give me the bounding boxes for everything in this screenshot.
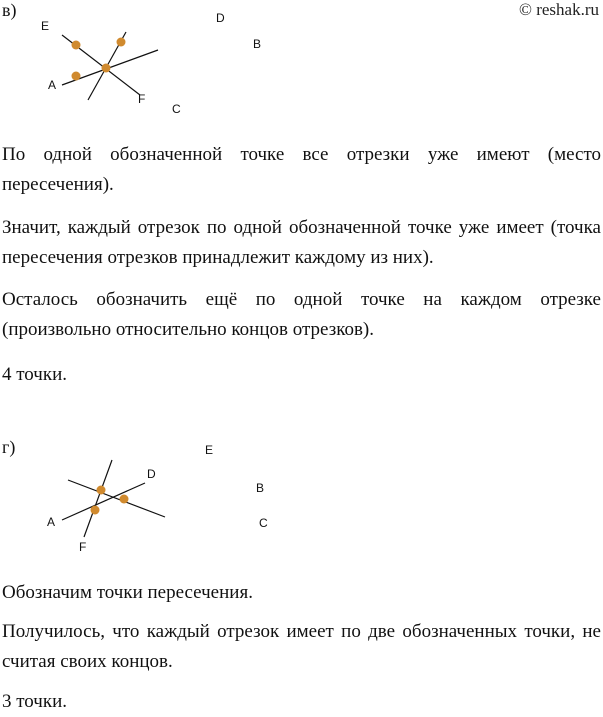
part-v-paragraph-3: Осталось обозначить ещё по одной точке на каждом отрезке (произвольно относительно концов отрезков). <box>2 289 601 340</box>
intersection-dot <box>97 486 106 495</box>
part-g-answer: 3 точки. <box>2 691 68 712</box>
point-label-c: C <box>172 102 181 116</box>
part-v-paragraph-1: По одной обозначенной точке все отрезки уже имеют (место пересечения). <box>2 144 601 195</box>
point-label-f: F <box>79 540 87 554</box>
point-label-a: A <box>47 515 56 529</box>
point-label-e: E <box>41 19 50 33</box>
watermark: © reshak.ru <box>519 0 599 19</box>
point-label-b: B <box>256 481 265 495</box>
part-v-label: в) <box>2 0 17 20</box>
figure-v-dots <box>72 38 126 81</box>
part-v-answer: 4 точки. <box>2 364 68 385</box>
part-g-label: г) <box>2 437 16 457</box>
intersection-dot <box>120 495 129 504</box>
figure-g-dots <box>91 486 129 515</box>
point-label-f: F <box>138 92 146 106</box>
point-dot <box>117 38 126 47</box>
point-label-a: A <box>48 78 57 92</box>
part-g-paragraph-1: Обозначим точки пересечения. <box>2 582 253 603</box>
intersection-dot <box>91 506 100 515</box>
point-label-c: C <box>259 516 268 530</box>
point-label-e: E <box>205 443 214 457</box>
figure-g <box>0 440 300 560</box>
part-g-paragraph-2: Получилось, что каждый отрезок имеет по две обозначенных точки, не считая своих концов. <box>2 621 601 672</box>
point-dot <box>72 72 81 81</box>
part-v-paragraph-2: Значит, каждый отрезок по одной обозначенной точке уже имеет (точка пересечения отрезков принадлежит каждому из них). <box>2 217 601 268</box>
figure-v <box>0 0 300 130</box>
point-dot <box>72 41 81 50</box>
point-label-d: D <box>147 467 156 481</box>
segment-3 <box>84 460 112 537</box>
point-label-b: B <box>253 37 262 51</box>
intersection-dot <box>102 64 111 73</box>
point-label-d: D <box>216 11 225 25</box>
